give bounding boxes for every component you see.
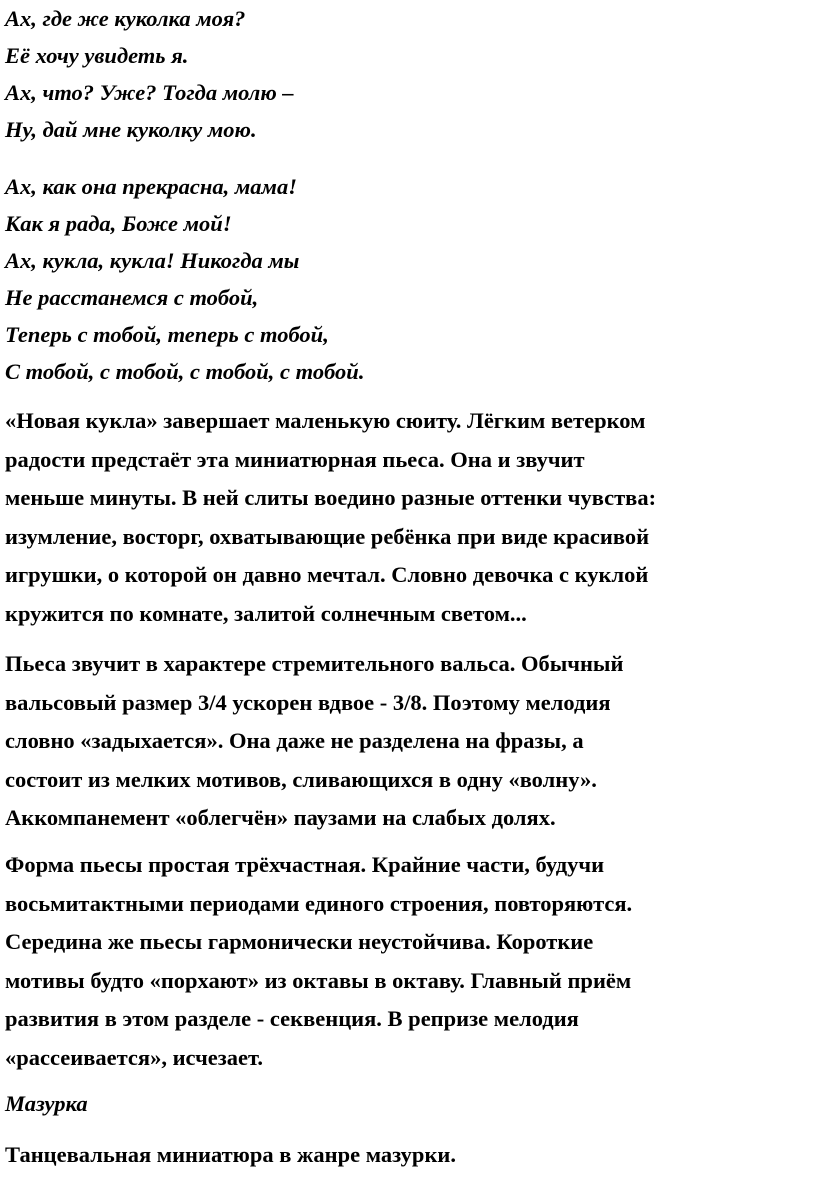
paragraph-line: Форма пьесы простая трёхчастная. Крайние части, будучи: [5, 852, 605, 877]
paragraph-line: «Новая кукла» завершает маленькую сюиту. Лёгким ветерком: [5, 408, 646, 433]
poem-line: Ах, кукла, кукла! Никогда мы: [5, 248, 300, 273]
poem-line: Её хочу увидеть я.: [5, 43, 189, 68]
paragraph-line: словно «задыхается». Она даже не разделена на фразы, а: [5, 728, 584, 753]
paragraph-line: вальсовый размер 3/4 ускорен вдвое - 3/8. Поэтому мелодия: [5, 689, 611, 715]
paragraph-line: восьмитактными периодами единого строения, повторяются.: [5, 890, 633, 916]
paragraph-line: мотивы будто «порхают» из октавы в октаву. Главный приём: [5, 967, 632, 993]
poem-line: Ну, дай мне куколку мою.: [5, 117, 257, 142]
poem-line: Ах, что? Уже? Тогда молю –: [5, 80, 294, 105]
paragraph-line: Танцевальная миниатюра в жанре мазурки.: [5, 1142, 456, 1167]
paragraph-line: Аккомпанемент «облегчён» паузами на слабых долях.: [5, 805, 556, 830]
paragraph-line: меньше минуты. В ней слиты воедино разные оттенки чувства:: [5, 485, 657, 510]
poem-line: Не расстанемся с тобой,: [5, 285, 259, 310]
paragraph-line: радости предстаёт эта миниатюрная пьеса. Она и звучит: [5, 446, 585, 472]
paragraph-line: развития в этом разделе - секвенция. В репризе мелодия: [5, 1006, 579, 1031]
poem-stanza-1: [5, 0, 294, 148]
paragraph-line: изумление, восторг, охватывающие ребёнка при виде красивой: [5, 523, 650, 549]
poem-line: С тобой, с тобой, с тобой, с тобой.: [5, 359, 365, 384]
paragraph-line: кружится по комнате, залитой солнечным светом...: [5, 600, 527, 626]
paragraph-mazurka: [5, 1136, 805, 1175]
paragraph-new-doll: [5, 402, 805, 633]
paragraph-line: Пьеса звучит в характере стремительного вальса. Обычный: [5, 651, 624, 676]
poem-line: Теперь с тобой, теперь с тобой,: [5, 322, 329, 347]
poem-line: Как я рада, Боже мой!: [5, 211, 232, 236]
section-heading-mazurka: Мазурка: [5, 1091, 88, 1116]
paragraph-line: игрушки, о которой он давно мечтал. Словно девочка с куклой: [5, 562, 649, 587]
paragraph-line: Середина же пьесы гармонически неустойчива. Короткие: [5, 929, 594, 954]
poem-line: Ах, где же куколка моя?: [5, 6, 246, 31]
poem-stanza-2: [5, 168, 364, 390]
paragraph-line: «рассеивается», исчезает.: [5, 1044, 264, 1070]
paragraph-line: состоит из мелких мотивов, сливающихся в одну «волну».: [5, 766, 597, 792]
paragraph-waltz-character: [5, 645, 805, 838]
paragraph-form: [5, 846, 805, 1077]
poem-line: Ах, как она прекрасна, мама!: [5, 174, 297, 199]
